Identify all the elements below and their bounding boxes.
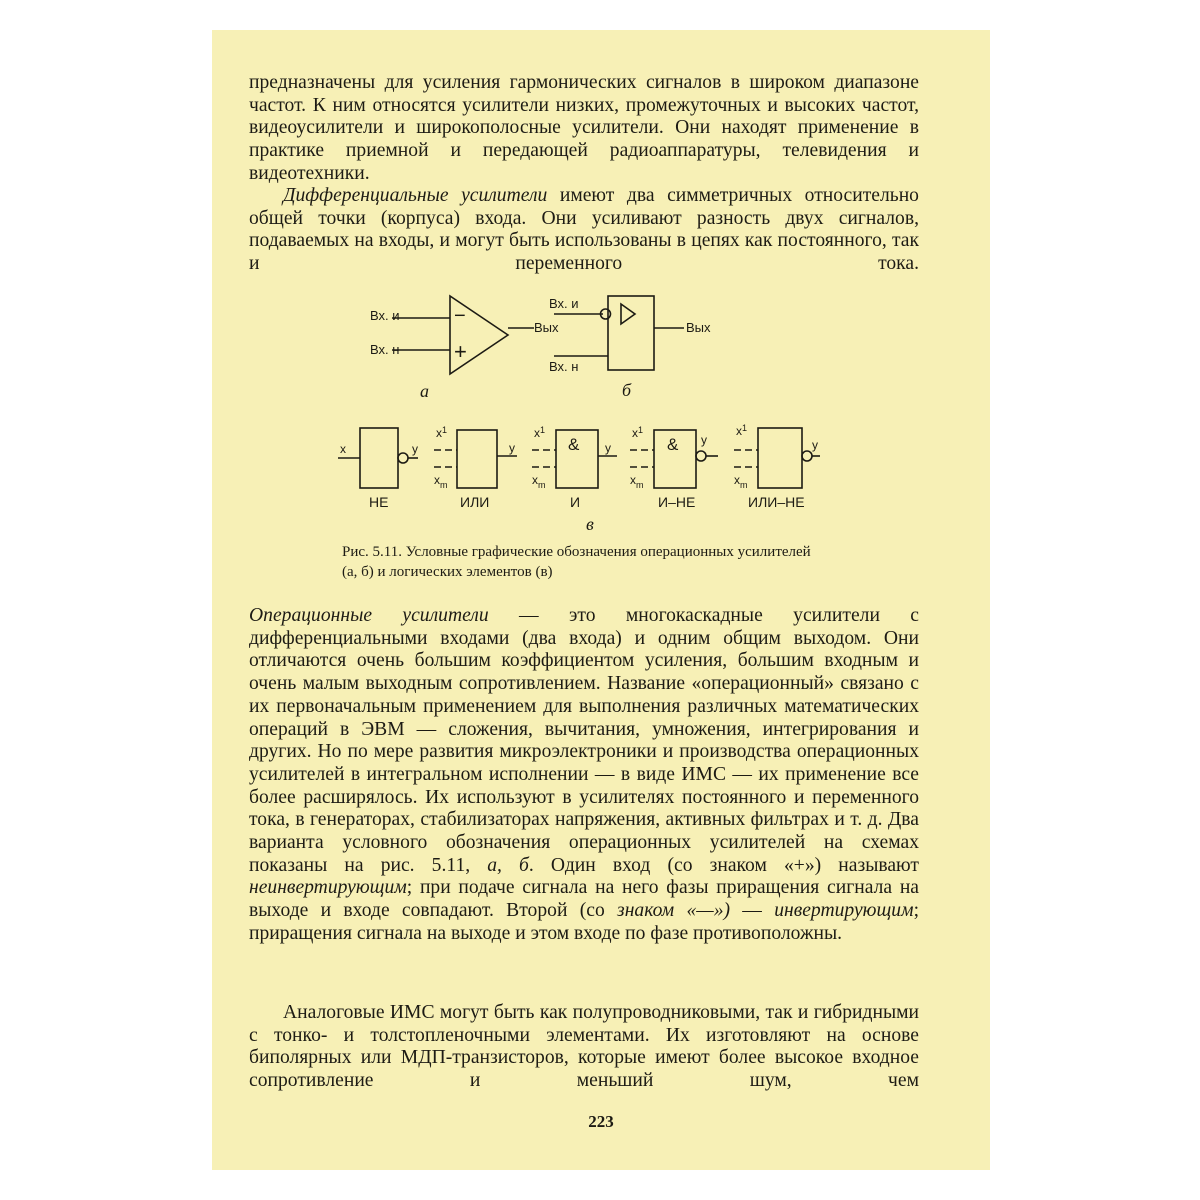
differential-text: имеют два симметричных относительно общей точки (корпуса) входа. Они усиливают разность двух сигналов, подаваемых на входы, и могут быть использованы в цепях как постоянного, так и переменного тока. [249,185,919,275]
gate-and-name: И [570,494,581,510]
opamp-rectangle-symbol [549,296,711,400]
minus-sign: − [454,305,466,327]
opamp-text-2: . Один вход (со знаком «+») называют [528,854,919,876]
term-operational: Операционные усилители [249,605,489,626]
term-minus-sign: знаком «—») [617,900,731,922]
gate-nand-input1-label: $x^1$ [632,425,644,440]
opamp-text-3: ; при подаче сигнала на него фазы приращения сигнала на выходе и входе совпадают. Второй (со [249,877,919,922]
gate-nand [630,425,718,510]
book-page [212,30,990,1170]
gate-or-name: ИЛИ [460,494,490,510]
opamp-triangle-symbol [370,296,559,401]
figure-letter-a: а [420,381,429,401]
gate-or [434,425,517,510]
gate-nand-inputm-label: $x_m$ [630,473,644,490]
gate-not-name: НЕ [369,494,389,510]
gate-not-output-label: y [412,442,418,456]
gate-nand-output-label: y [701,433,707,447]
figure-5-11 [212,292,990,592]
gate-or-inputm-label: $x_m$ [434,473,448,490]
operational-amplifiers-paragraph [249,605,919,946]
plus-sign: + [454,339,467,364]
opamp-b-noninverting-input-label: Вх. н [549,359,579,374]
intro-paragraph: предназначены для усиления гармонических сигналов в широком диапазоне частот. К ним относятся усилители низких, промежуточных и высоких частот, видеоусилители и широкополосные усилители. Они находят применение в практике приемной и передающей радиоаппаратуры, телевидения и видеотехники. [249,72,919,184]
opamp-text-5: ; приращения сигнала на выходе и этом входе по фазе противоположны. [249,900,920,944]
gate-and [532,425,617,510]
gate-nor-inputm-label: $x_m$ [734,473,748,490]
gate-nor-output-label: y [812,438,818,452]
gate-nor-input1-label: $x^1$ [736,423,748,438]
term-differential: Дифференциальные усилители [283,185,548,206]
opamp-b-inverting-input-label: Вх. и [549,296,579,311]
opamp-text-1: — это многокаскадные усилители с дифференциальными входами (два входа) и одним общим выходом. Они отличаются очень большим коэффициентом усиления, большим входным и очень малым выходным сопротивлением. Название «операционный» связано с их первоначальным применением для выполнения различных математических операций в ЭВМ — сложения, вычитания, умножения, интегрирования и других. Но по мере развития микроэлектроники и производства операционных усилителей в интегральном исполнении — в виде ИМС — их применение все более расширялось. Их используют в усилителях постоянного и переменного тока, в генераторах, стабилизаторах напряжения, активных фильтрах и т. д. Два варианта условного обозначения операционных усилителей на схемах показаны на рис. 5.11, [249,605,920,876]
gate-and-output-label: y [605,441,611,455]
figure-ref: а, б [487,854,529,876]
gate-not-input-label: x [340,442,346,456]
term-noninverting: неинвертирующим [249,877,407,899]
gate-and-inputm-label: $x_m$ [532,473,546,490]
term-inverting: инвертирующим [774,900,914,922]
analog-text: Аналоговые ИМС могут быть как полупроводниковыми, так и гибридными с тонко- и толстопленочными элементами. Их изготовляют на основе биполярных или МДП-транзисторов, которые имеют более высокое входное сопротивление и меньший шум, чем [249,1002,919,1092]
gate-not [338,428,418,510]
gate-or-output-label: y [509,441,515,455]
figure-letter-v: в [586,514,594,534]
gate-nand-name: И–НЕ [658,494,696,510]
analog-ics-paragraph [249,1002,919,1093]
opamp-a-inverting-input-label: Вх. и [370,308,400,323]
figure-caption: Рис. 5.11. Условные графические обозначения операционных усилителей (а, б) и логических элементов (в) [342,544,811,580]
opamp-text-4: — [730,900,775,922]
page-number: 223 [588,1112,614,1131]
opamp-a-noninverting-input-label: Вх. н [370,342,400,357]
gate-or-input1-label: $x^1$ [436,425,448,440]
opamp-b-output-label: Вых [686,320,711,335]
gate-nand-symbol: & [667,435,679,454]
opamp-a-output-label: Вых [534,320,559,335]
figure-letter-b: б [622,380,632,400]
gate-nor-name: ИЛИ–НЕ [748,494,805,510]
differential-amplifiers-paragraph [249,185,919,276]
gate-nor [734,423,820,510]
gate-and-symbol: & [568,435,580,454]
gate-and-input1-label: $x^1$ [534,425,546,440]
